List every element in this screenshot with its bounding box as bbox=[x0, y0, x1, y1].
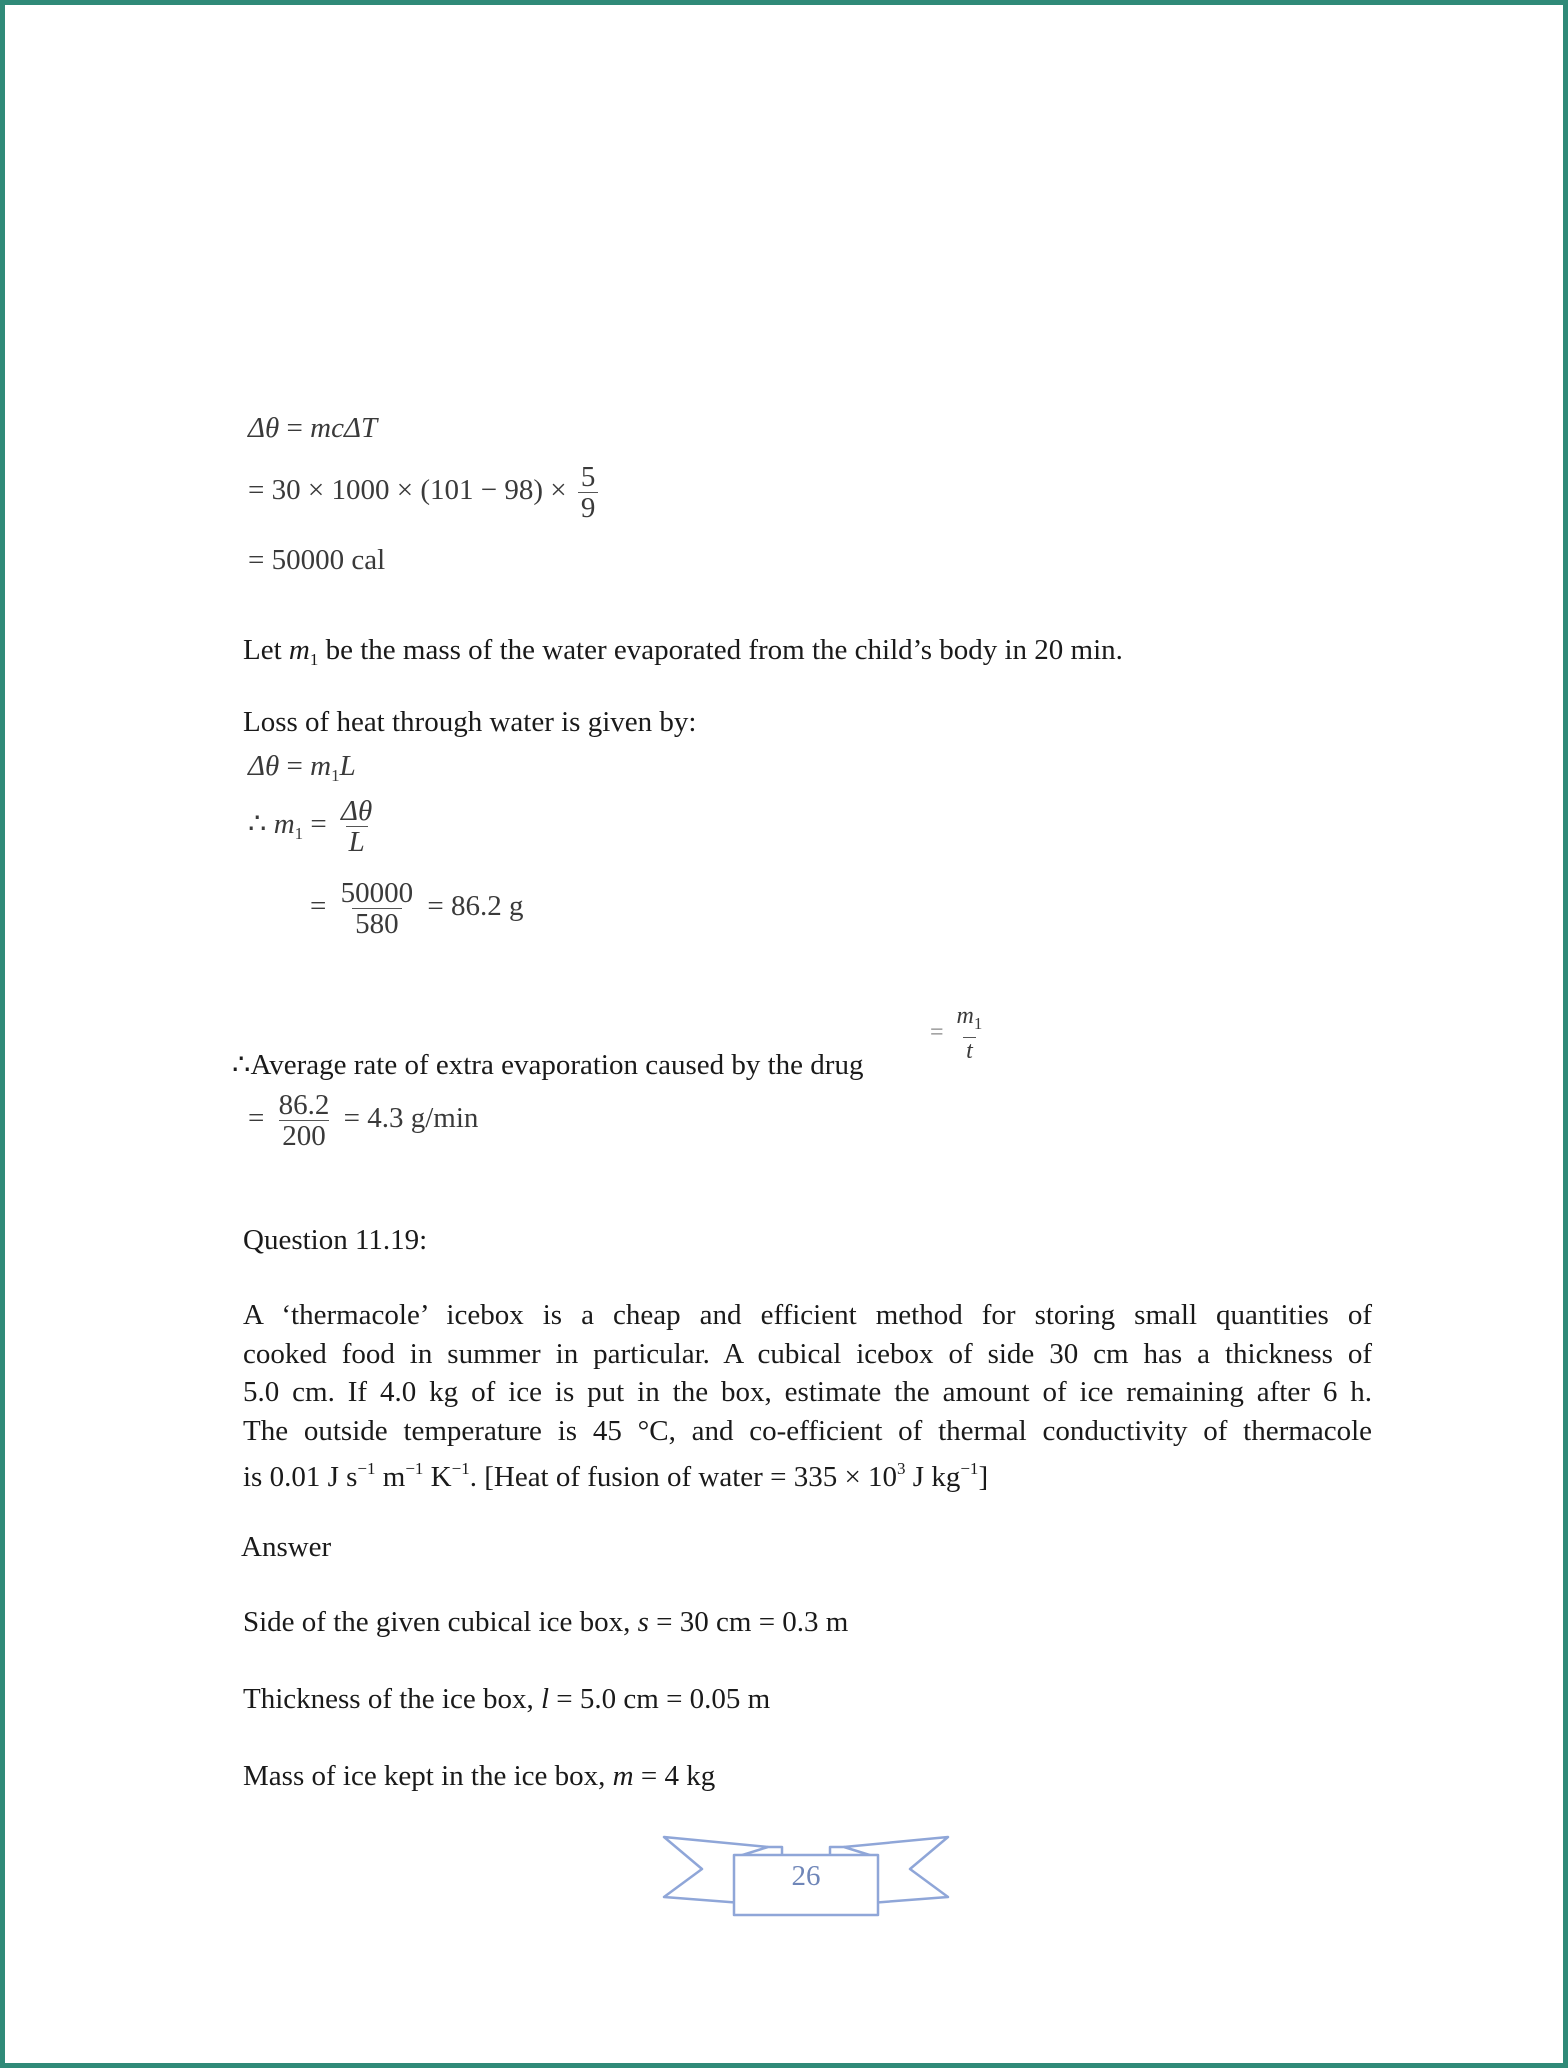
question-line: 5.0 cm. If 4.0 kg of ice is put in the box, estimate the amount of ice remaining after 6 h. bbox=[243, 1376, 1372, 1408]
variable-m: m bbox=[310, 750, 332, 782]
text-fragment: be the mass of the water evaporated from the child’s body in 20 min. bbox=[318, 634, 1123, 666]
subscript: 1 bbox=[294, 824, 304, 844]
equation-m1-value bbox=[310, 878, 523, 939]
equation-substitution bbox=[248, 462, 602, 523]
therefore-symbol: ∴ bbox=[232, 1049, 251, 1081]
question-line: A ‘thermacole’ icebox is a cheap and efficient method for storing small quantities of bbox=[243, 1299, 1372, 1331]
fraction-m1-over-t bbox=[930, 1003, 989, 1065]
value: = 5.0 cm = 0.05 m bbox=[549, 1683, 771, 1715]
answer-mass-line bbox=[243, 1760, 715, 1792]
eq-prefix: = 30 × 1000 × (101 − 98) × bbox=[248, 474, 567, 507]
eq-result: = 4.3 g/min bbox=[343, 1102, 479, 1135]
superscript: −1 bbox=[357, 1459, 376, 1478]
variable-L: L bbox=[339, 750, 356, 782]
superscript: −1 bbox=[960, 1459, 979, 1478]
fraction-denominator: 9 bbox=[578, 492, 599, 523]
variable-m: m bbox=[612, 1760, 634, 1792]
text-fragment: Thickness of the ice box, bbox=[243, 1683, 541, 1715]
eq-sign: = bbox=[930, 1019, 944, 1046]
question-paragraph bbox=[243, 1296, 1372, 1497]
fraction-numerator bbox=[954, 1003, 986, 1037]
variable-l: l bbox=[540, 1683, 550, 1715]
text-fragment: Side of the given cubical ice box, bbox=[243, 1606, 638, 1638]
text-fragment: ] bbox=[978, 1461, 989, 1493]
text-fragment: Average rate of extra evaporation caused by the drug bbox=[250, 1049, 864, 1081]
superscript: −1 bbox=[451, 1459, 470, 1478]
text-fragment: is 0.01 J s bbox=[243, 1461, 358, 1493]
fraction-numerator: 5 bbox=[580, 461, 596, 493]
equation-result-cal: = 50000 cal bbox=[248, 544, 386, 576]
subscript: 1 bbox=[331, 766, 340, 785]
answer-side-line bbox=[243, 1606, 848, 1638]
eq-lhs: Δθ bbox=[248, 750, 280, 782]
superscript: −1 bbox=[405, 1459, 424, 1478]
eq-sign: = bbox=[286, 750, 303, 782]
question-line: The outside temperature is 45 °C, and co-efficient of thermal conductivity of thermacole bbox=[243, 1414, 1372, 1447]
subscript: 1 bbox=[973, 1014, 983, 1033]
fraction-denominator: 200 bbox=[279, 1120, 329, 1151]
fraction-numerator: 50000 bbox=[340, 877, 414, 909]
average-rate-sentence bbox=[232, 1049, 863, 1081]
fraction bbox=[954, 1003, 986, 1065]
fraction-five-ninths bbox=[578, 462, 599, 523]
variable-s: s bbox=[637, 1606, 649, 1638]
value: = 4 kg bbox=[633, 1760, 716, 1792]
let-m1-sentence bbox=[243, 634, 1123, 676]
fraction-numerator: Δθ bbox=[341, 795, 373, 827]
subscript: 1 bbox=[309, 650, 319, 669]
equation-latent-heat bbox=[248, 750, 356, 786]
eq-sign: = bbox=[310, 890, 327, 923]
fraction-50000-over-580 bbox=[338, 878, 417, 939]
question-title: Question 11.19: bbox=[243, 1224, 428, 1256]
superscript: 3 bbox=[897, 1459, 906, 1478]
fraction-denominator: L bbox=[346, 826, 368, 857]
text-fragment: . [Heat of fusion of water = 335 × 10 bbox=[469, 1461, 898, 1493]
text-fragment: K bbox=[423, 1461, 452, 1493]
fraction-86-over-200 bbox=[276, 1090, 333, 1151]
eq-sign: = bbox=[310, 808, 327, 841]
answer-heading: Answer bbox=[241, 1531, 332, 1563]
fraction-denominator: 580 bbox=[352, 908, 402, 939]
eq-sign: = bbox=[286, 412, 303, 444]
fraction-numerator: 86.2 bbox=[278, 1089, 330, 1121]
eq-lhs: Δθ bbox=[248, 412, 280, 444]
eq-result: = 86.2 g bbox=[427, 890, 524, 923]
equation-heat-loss bbox=[248, 412, 377, 445]
variable-m: m bbox=[956, 1003, 974, 1029]
eq-rhs: mcΔT bbox=[310, 412, 378, 444]
fraction-denominator: t bbox=[963, 1037, 976, 1065]
variable-m: m bbox=[273, 808, 295, 841]
question-line: cooked food in summer in particular. A cubical icebox of side 30 cm has a thickness of bbox=[243, 1337, 1372, 1370]
text-fragment: Let bbox=[243, 634, 289, 666]
value: = 30 cm = 0.3 m bbox=[648, 1606, 849, 1638]
therefore-symbol: ∴ bbox=[248, 808, 267, 841]
eq-sign: = bbox=[248, 1102, 265, 1135]
page-number-banner bbox=[660, 1833, 952, 1919]
text-fragment: J kg bbox=[905, 1461, 961, 1493]
text-fragment: Mass of ice kept in the ice box, bbox=[243, 1760, 613, 1792]
fraction-dtheta-over-L bbox=[338, 796, 375, 857]
text-fragment: m bbox=[375, 1461, 406, 1493]
page-number: 26 bbox=[791, 1860, 821, 1892]
variable-m: m bbox=[288, 634, 310, 666]
loss-of-heat-sentence: Loss of heat through water is given by: bbox=[243, 706, 697, 738]
equation-m1-formula bbox=[248, 796, 379, 857]
answer-thickness-line bbox=[243, 1683, 770, 1715]
equation-rate-value bbox=[248, 1090, 478, 1151]
question-line-last bbox=[243, 1450, 1372, 1497]
